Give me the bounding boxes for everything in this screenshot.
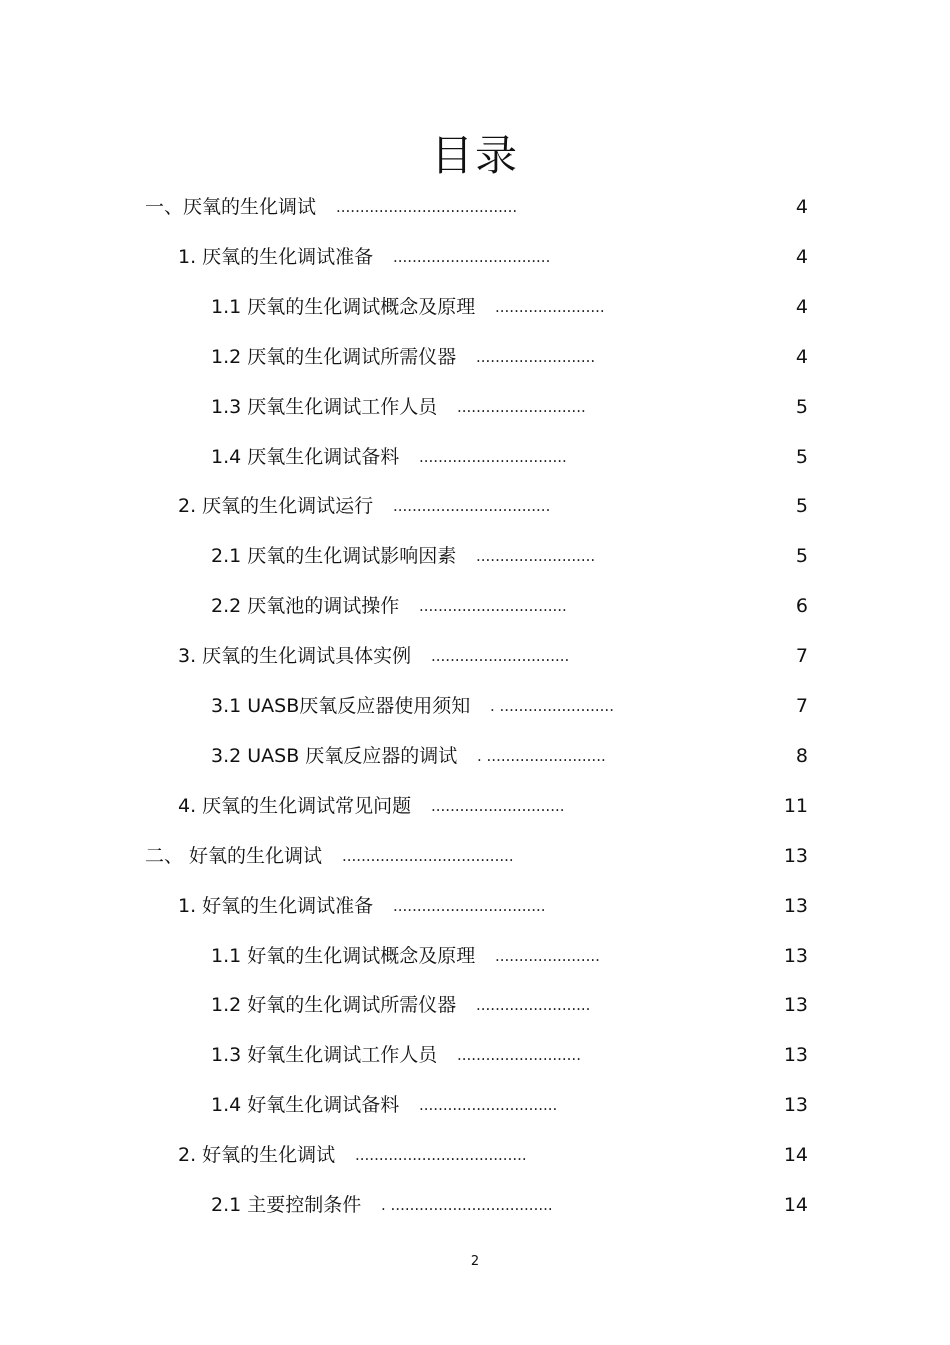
toc-entry-page: 5 xyxy=(795,445,808,468)
toc-title: 目录 xyxy=(430,131,519,180)
toc-entry-page: 6 xyxy=(795,595,808,618)
toc-entry-leader: ............................... xyxy=(419,597,567,616)
toc-entry-leader: ......................... xyxy=(476,347,596,366)
toc-entry-page: 13 xyxy=(783,944,808,967)
toc-entry[interactable] xyxy=(0,292,950,322)
toc-entry-title: 1.2 好氧的生化调试所需仪器 xyxy=(211,994,457,1017)
toc-entry[interactable] xyxy=(0,491,950,521)
toc-entry-leader: ............................... xyxy=(419,447,567,466)
toc-entry-page: 4 xyxy=(795,345,808,368)
toc-entry[interactable] xyxy=(0,1140,950,1170)
toc-entry-leader: . ........................ xyxy=(490,697,614,715)
toc-entry-page: 8 xyxy=(795,744,808,767)
toc-entry[interactable] xyxy=(0,442,950,472)
toc-entry[interactable] xyxy=(0,541,950,571)
toc-entry-page: 13 xyxy=(783,894,808,917)
toc-entry-leader: . .................................. xyxy=(381,1196,553,1214)
toc-entry-title: 1. 好氧的生化调试准备 xyxy=(178,894,374,917)
toc-entry-page: 14 xyxy=(783,1144,808,1167)
toc-entry-leader: ............................. xyxy=(431,647,570,666)
toc-entry-leader: ...................................... xyxy=(336,198,518,216)
toc-entry-leader: ............................. xyxy=(419,1096,558,1115)
toc-entry[interactable] xyxy=(0,691,950,721)
toc-entry[interactable] xyxy=(0,891,950,921)
toc-entry[interactable] xyxy=(0,641,950,671)
toc-entry-leader: ............................ xyxy=(431,796,565,815)
toc-entry[interactable] xyxy=(0,1090,950,1120)
toc-entry-title: 二、 好氧的生化调试 xyxy=(145,844,323,867)
toc-entry-page: 4 xyxy=(795,295,808,318)
toc-entry[interactable] xyxy=(0,1190,950,1220)
toc-entry-title: 2.1 厌氧的生化调试影响因素 xyxy=(211,545,457,568)
toc-entry[interactable] xyxy=(0,342,950,372)
toc-entry-page: 4 xyxy=(795,245,808,268)
toc-entry-page: 11 xyxy=(783,794,808,817)
toc-entry[interactable] xyxy=(0,841,950,871)
toc-entry-title: 3. 厌氧的生化调试具体实例 xyxy=(178,645,412,668)
toc-entry-title: 1.4 好氧生化调试备料 xyxy=(211,1094,400,1117)
toc-entry-leader: ....................... xyxy=(495,297,605,316)
toc-entry[interactable] xyxy=(0,1040,950,1070)
toc-entry-leader: .................................... xyxy=(342,846,514,865)
toc-entry-title: 1.4 厌氧生化调试备料 xyxy=(211,445,400,468)
toc-entry-title: 2.2 厌氧池的调试操作 xyxy=(211,595,400,618)
toc-entry[interactable] xyxy=(0,941,950,971)
page-number: 2 xyxy=(470,1254,480,1269)
toc-entry-title: 2.1 主要控制条件 xyxy=(211,1194,362,1216)
toc-entry-page: 7 xyxy=(795,695,808,717)
toc-entry-leader: ................................ xyxy=(393,896,546,915)
toc-entry[interactable] xyxy=(0,392,950,422)
toc-entry-leader: . ......................... xyxy=(477,746,606,765)
toc-entry-leader: ................................. xyxy=(393,247,551,266)
toc-entry[interactable] xyxy=(0,791,950,821)
toc-entry-title: 2. 好氧的生化调试 xyxy=(178,1144,336,1167)
toc-entry[interactable] xyxy=(0,741,950,771)
toc-entry-leader: ................................. xyxy=(393,497,551,516)
toc-entry-title: 3.1 UASB厌氧反应器使用须知 xyxy=(211,695,471,717)
toc-entry-title: 1.1 好氧的生化调试概念及原理 xyxy=(211,944,476,967)
toc-entry-page: 13 xyxy=(783,1094,808,1117)
toc-entry-page: 5 xyxy=(795,395,808,418)
toc-entry-title: 1.1 厌氧的生化调试概念及原理 xyxy=(211,295,476,318)
toc-entry-page: 13 xyxy=(783,844,808,867)
toc-entry-page: 5 xyxy=(795,495,808,518)
toc-entry-page: 5 xyxy=(795,545,808,568)
toc-entry[interactable] xyxy=(0,591,950,621)
toc-entry-title: 2. 厌氧的生化调试运行 xyxy=(178,495,374,518)
toc-entry-title: 4. 厌氧的生化调试常见问题 xyxy=(178,794,412,817)
toc-entry-leader: ...................... xyxy=(495,946,600,965)
toc-entry-title: 1. 厌氧的生化调试准备 xyxy=(178,245,374,268)
toc-entry-title: 1.3 厌氧生化调试工作人员 xyxy=(211,395,438,418)
toc-entry-leader: ........................... xyxy=(457,397,586,416)
toc-entry-page: 13 xyxy=(783,994,808,1017)
toc-entry-leader: ......................... xyxy=(476,547,596,566)
toc-entry-leader: .................................... xyxy=(355,1146,527,1165)
toc-entry-page: 7 xyxy=(795,645,808,668)
toc-entry-page: 13 xyxy=(783,1044,808,1067)
toc-entry-page: 4 xyxy=(795,196,808,218)
toc-entry[interactable] xyxy=(0,192,950,222)
toc-entry-title: 1.3 好氧生化调试工作人员 xyxy=(211,1044,438,1067)
toc-entry-title: 1.2 厌氧的生化调试所需仪器 xyxy=(211,345,457,368)
toc-entry[interactable] xyxy=(0,990,950,1020)
toc-entry-leader: .......................... xyxy=(457,1046,581,1065)
toc-entry-title: 3.2 UASB 厌氧反应器的调试 xyxy=(211,744,458,767)
toc-entry-page: 14 xyxy=(783,1194,808,1216)
toc-entry[interactable] xyxy=(0,242,950,272)
toc-entry-title: 一、厌氧的生化调试 xyxy=(145,196,317,218)
toc-entry-leader: ........................ xyxy=(476,996,591,1015)
